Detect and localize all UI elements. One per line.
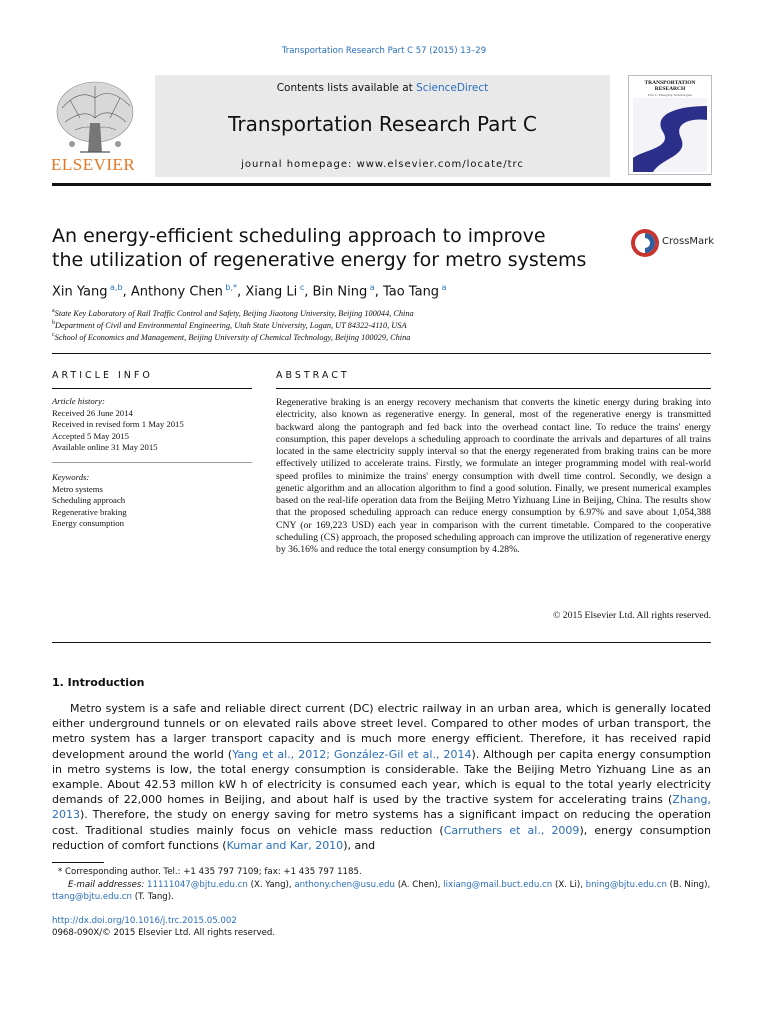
abstract-heading: ABSTRACT bbox=[276, 370, 350, 381]
affiliation-c bbox=[52, 332, 410, 342]
cover-subtitle: Part C: Emerging Technologies bbox=[648, 93, 692, 97]
affiliation-b bbox=[52, 320, 407, 330]
crossmark-icon[interactable] bbox=[630, 228, 660, 258]
article-info-heading: ARTICLE INFO bbox=[52, 370, 153, 381]
author-affiliation-mark[interactable]: a bbox=[439, 283, 447, 292]
keyword: Metro systems bbox=[52, 483, 103, 494]
keyword: Energy consumption bbox=[52, 518, 124, 528]
contents-prefix: Contents lists available at bbox=[276, 82, 417, 94]
history-received: Received 26 June 2014 bbox=[52, 407, 133, 418]
history-online: Available online 31 May 2015 bbox=[52, 442, 158, 452]
abstract-divider bbox=[52, 642, 711, 643]
author-affiliation-mark[interactable]: a bbox=[367, 283, 375, 292]
author-separator: , bbox=[304, 284, 313, 300]
history-divider bbox=[52, 462, 252, 463]
contents-line bbox=[155, 82, 610, 94]
intro-text: Metro system is a safe and reliable direct current (DC) electric railway in an urban area, which is generally located either underground tunnels or on elevated rails above street level. Compared to other modes of urban transport, the metro system has a larger transport capacity and is much more energy efficient. Therefore, it has received rapid development around the world ( bbox=[52, 702, 711, 761]
citation-link[interactable]: Zhang, 2013 bbox=[52, 793, 711, 822]
author-separator: , bbox=[374, 284, 383, 300]
cover-road-graphic bbox=[633, 98, 707, 172]
keyword: Scheduling approach bbox=[52, 495, 126, 505]
introduction-paragraph bbox=[52, 701, 711, 853]
intro-text: ). Although per capita energy consumption in metro systems is low, the total energy consumption is considerable. Take the Beijing Metro Yizhuang Line as an example. About 42.53 millon kW h of electricity is consumed each year, which is equal to the total yearly electricity demands of 22,000 homes in Beijing, and about half is used by the tractive system for accelerating trains ( bbox=[52, 747, 712, 807]
author-list bbox=[52, 283, 447, 299]
affiliation-text: School of Economics and Management, Beijing University of Chemical Technology, Beijing 100029, China bbox=[54, 332, 411, 342]
email-owner: (B. Ning), bbox=[666, 880, 711, 890]
paper-title-line-1: An energy-efficient scheduling approach to improve bbox=[52, 225, 546, 247]
email-link[interactable]: anthony.chen@usu.edu bbox=[294, 880, 395, 890]
journal-title: Transportation Research Part C bbox=[228, 112, 537, 136]
sciencedirect-link[interactable]: ScienceDirect bbox=[416, 82, 489, 94]
history-accepted: Accepted 5 May 2015 bbox=[52, 430, 129, 441]
email-link[interactable]: ttang@bjtu.edu.cn bbox=[52, 892, 132, 902]
affiliation-text: Department of Civil and Environmental Engineering, Utah State University, Logan, UT 84322-4110, USA bbox=[55, 320, 407, 330]
elsevier-wordmark: ELSEVIER bbox=[51, 155, 136, 174]
email-owner: (X. Yang), bbox=[247, 880, 295, 890]
paper-title bbox=[52, 224, 592, 272]
email-link[interactable]: bning@bjtu.edu.cn bbox=[585, 880, 667, 890]
intro-text: ), energy consumption reduction of comfort functions ( bbox=[52, 823, 711, 852]
author-name: Anthony Chen bbox=[130, 284, 223, 300]
email-owner: (A. Chen), bbox=[394, 880, 444, 890]
author-name: Xin Yang bbox=[52, 284, 108, 300]
author-separator: , bbox=[237, 284, 246, 300]
email-owner: (T. Tang). bbox=[131, 892, 174, 902]
abstract-text: Regenerative braking is an energy recovery mechanism that converts the kinetic energy during braking into electricity, also known as regenerative energy. In general, most of the regenerative energy is transmitted backward along the pantograph and fed back into the overhead contact line. To reduce the trains' energy consumption, this paper develops a scheduling approach to coordinate the arrivals and departures of all trains located in the same electricity supply interval so that the energy regenerated from braking trains can be more effectively utilized to accelerate trains. Firstly, we formulate an integer programming model with real-world speed profiles to minimize the trains' energy consumption with dwell time control. Secondly, we design a genetic algorithm and an allocation algorithm to find a good solution. Finally, we present numerical examples based on the real-life operation data from the Beijing Metro Yizhuang Line in Beijing, China. The results show that the proposed scheduling approach can reduce energy consumption by 6.97% and save about 1,054,388 CNY (or 169,223 USD) each year in comparison with the current timetable. Compared to the cooperative scheduling (CS) approach, the proposed scheduling approach can improve the utilization of regenerative energy by 36.16% and reduce the total energy consumption by 4.28%. bbox=[276, 397, 711, 555]
author-name: Tao Tang bbox=[382, 284, 440, 300]
affiliation-mark: b bbox=[52, 320, 55, 326]
author-name: Xiang Li bbox=[245, 284, 298, 300]
affiliation-mark: a bbox=[52, 308, 55, 314]
crossmark-label[interactable]: CrossMark bbox=[662, 236, 715, 247]
issn-copyright: 0968-090X/© 2015 Elsevier Ltd. All rights reserved. bbox=[52, 928, 276, 938]
header-divider bbox=[52, 183, 711, 186]
citation-link[interactable]: Yang et al., 2012; González-Gil et al., 2014 bbox=[232, 747, 472, 761]
corresponding-author-text: Corresponding author. Tel.: +1 435 797 7109; fax: +1 435 797 1185. bbox=[65, 867, 362, 877]
email-addresses bbox=[52, 879, 711, 903]
author-affiliation-mark[interactable]: b,* bbox=[222, 283, 238, 292]
intro-text: ), and bbox=[343, 838, 376, 852]
abstract-copyright: © 2015 Elsevier Ltd. All rights reserved. bbox=[552, 610, 711, 621]
keywords-label: Keywords: bbox=[52, 472, 90, 482]
history-label: Article history: bbox=[52, 396, 105, 406]
email-label: E-mail addresses: bbox=[68, 880, 148, 890]
corresponding-author-note bbox=[58, 867, 362, 877]
journal-cover-thumbnail[interactable] bbox=[628, 75, 712, 175]
author-affiliation-mark[interactable]: c bbox=[297, 283, 305, 292]
section-heading-introduction: 1. Introduction bbox=[52, 676, 145, 689]
article-history bbox=[52, 396, 252, 454]
cover-title: TRANSPORTATION RESEARCH bbox=[644, 80, 696, 92]
affiliation-text: State Key Laboratory of Rail Traffic Control and Safety, Beijing Jiaotong University, Beijing 100044, China bbox=[54, 308, 414, 318]
email-link[interactable]: 11111047@bjtu.edu.cn bbox=[147, 880, 248, 890]
authors-divider bbox=[52, 353, 711, 354]
paper-title-line-2: the utilization of regenerative energy for metro systems bbox=[52, 249, 587, 271]
citation-link[interactable]: Kumar and Kar, 2010 bbox=[226, 838, 344, 852]
email-owner: (X. Li), bbox=[552, 880, 586, 890]
history-revised: Received in revised form 1 May 2015 bbox=[52, 419, 184, 429]
journal-homepage[interactable]: journal homepage: www.elsevier.com/locate/trc bbox=[241, 159, 524, 170]
intro-text: ). Therefore, the study on energy saving for metro systems has a significant impact on reducing the operation cost. Traditional studies mainly focus on vehicle mass reduction ( bbox=[52, 808, 711, 837]
author-name: Bin Ning bbox=[312, 284, 368, 300]
article-info-rule bbox=[52, 388, 252, 389]
citation-link[interactable]: Carruthers et al., 2009 bbox=[443, 823, 580, 837]
affiliation-mark: c bbox=[52, 332, 55, 338]
affiliation-a bbox=[52, 308, 414, 318]
author-affiliation-mark[interactable]: a,b bbox=[107, 283, 123, 292]
abstract-rule bbox=[276, 388, 711, 389]
doi-link[interactable]: http://dx.doi.org/10.1016/j.trc.2015.05.002 bbox=[52, 916, 237, 926]
footnote-asterisk: * bbox=[58, 867, 66, 877]
journal-reference[interactable]: Transportation Research Part C 57 (2015) 13–29 bbox=[281, 46, 487, 56]
author-separator: , bbox=[122, 284, 131, 300]
email-link[interactable]: lixiang@mail.buct.edu.cn bbox=[443, 880, 553, 890]
keywords bbox=[52, 472, 252, 530]
keyword: Regenerative braking bbox=[52, 506, 127, 517]
footnote-rule bbox=[52, 862, 104, 863]
